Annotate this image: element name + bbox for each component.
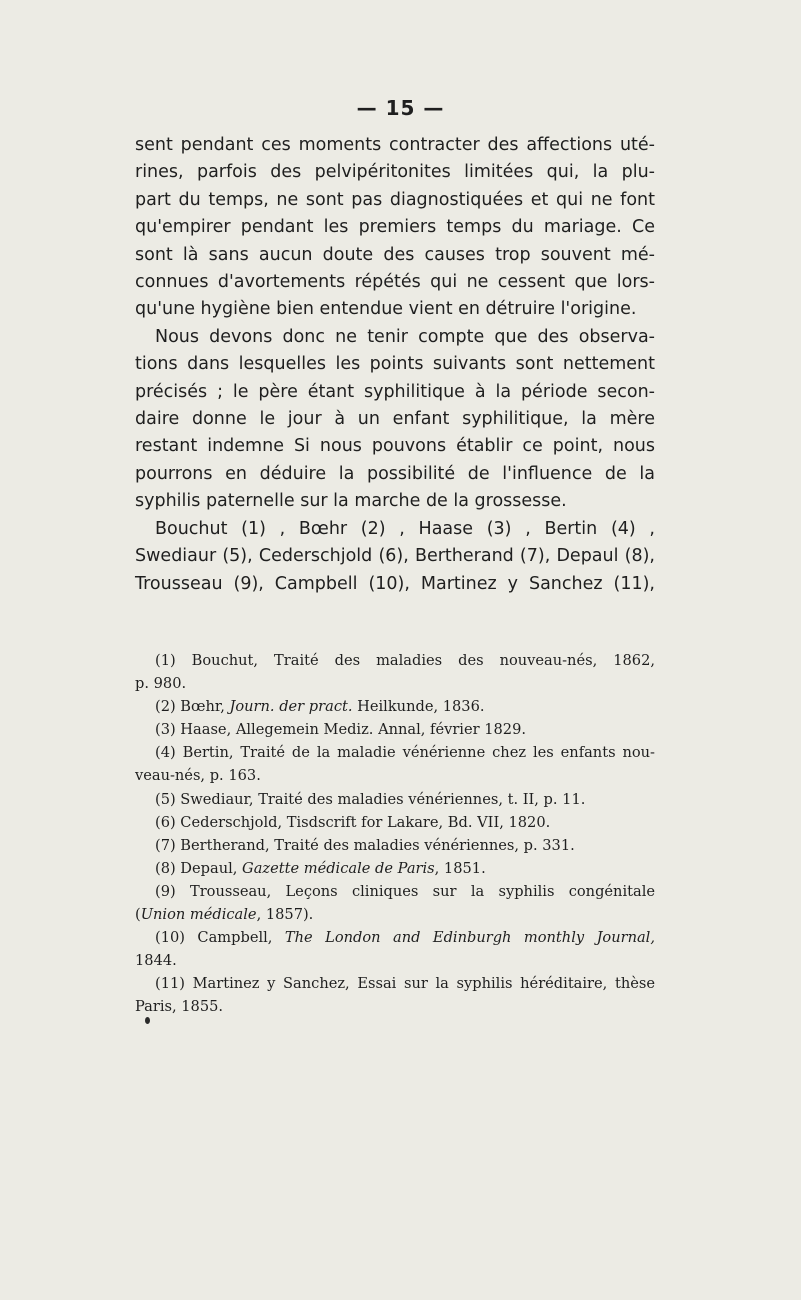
text-line: syphilis paternelle sur la marche de la grossesse. [135,491,567,512]
footnote-9-rest: , 1857). [256,906,314,924]
text-line: sont là sans aucun doute des causes trop souvent mé- [135,244,655,265]
footnote-8 [135,857,655,880]
footnote-9: (9) Trousseau, Leçons cliniques sur la syphilis congénitale [155,882,655,900]
footnote-11-cont: Paris, 1855. [135,998,224,1016]
footnote-9-title: Union médicale [140,906,257,924]
footnote-2-title: Journ. der pract. [229,698,353,716]
footnote-10-author: (10) Campbell, [155,929,285,947]
footnote-5: (5) Swediaur, Traité des maladies vénériennes, t. II, p. 11. [155,790,586,808]
footnote-6: (6) Cederschjold, Tisdscrift for Lakare, Bd. VII, 1820. [155,813,551,831]
footnote-9-cont: (Union médicale, 1857). [135,906,314,924]
text-line: daire donne le jour à un enfant syphilitique, la mère [135,409,655,430]
footnote-4: (4) Bertin, Traité de la maladie vénérienne chez les enfants nou- [155,744,655,762]
footnote-1: (1) Bouchut, Traité des maladies des nouveau-nés, 1862, [155,652,655,669]
text-line: Swediaur (5), Cederschjold (6), Bertherand (7), Depaul (8), [135,546,655,567]
text-line: Nous devons donc ne tenir compte que des observa- [155,326,655,347]
text-line: pourrons en déduire la possibilité de l'influence de la [135,463,655,484]
text-line: sent pendant ces moments contracter des affections uté- [135,135,655,155]
footnote-10-title: The London and Edinburgh monthly Journal, [284,929,655,947]
text-line: Bouchut (1) , Bœhr (2) , Haase (3) , Bertin (4) , [155,518,655,539]
text-line: qu'empirer pendant les premiers temps du mariage. Ce [135,217,655,238]
text-line: précisés ; le père étant syphilitique à la période secon- [135,381,655,402]
footnote-11: (11) Martinez y Sanchez, Essai sur la syphilis héréditaire, thèse [155,975,655,993]
footnote-10 [135,926,655,949]
footnote-2 [135,695,655,718]
footnote-3: (3) Haase, Allegemein Mediz. Annal, février 1829. [155,721,527,739]
footnote-10-cont: 1844. [135,952,177,970]
footnote-1-cont: p. 980. [135,675,187,693]
footnote-2-author: (2) Bœhr, [155,698,230,716]
text-line: rines, parfois des pelvipéritonites limitées qui, la plu- [135,162,655,183]
footnote-8-author: (8) Depaul, [155,859,243,877]
text-line: part du temps, ne sont pas diagnostiquées et qui ne font [135,189,655,210]
text-line: tions dans lesquelles les points suivants sont nettement [135,354,655,375]
text-line: Trousseau (9), Campbell (10), Martinez y Sanchez (11), [135,573,655,594]
footnote-8-title: Gazette médicale de Paris [242,859,435,877]
page-number: — 15 — [356,96,445,120]
footnotes [135,649,655,1019]
main-paragraph [135,132,655,598]
footnote-8-rest: , 1851. [434,859,486,877]
footnote-7: (7) Bertherand, Traité des maladies vénériennes, p. 331. [155,836,575,854]
text-line: restant indemne Si nous pouvons établir ce point, nous [135,436,655,457]
footnote-4-cont: veau-nés, p. 163. [135,767,261,785]
text-line: connues d'avortements répétés qui ne cessent que lors- [135,272,655,293]
text-line: qu'une hygiène bien entendue vient en détruire l'origine. [135,299,637,320]
ink-speck [145,1017,150,1024]
footnote-2-rest: Heilkunde, 1836. [352,698,485,716]
